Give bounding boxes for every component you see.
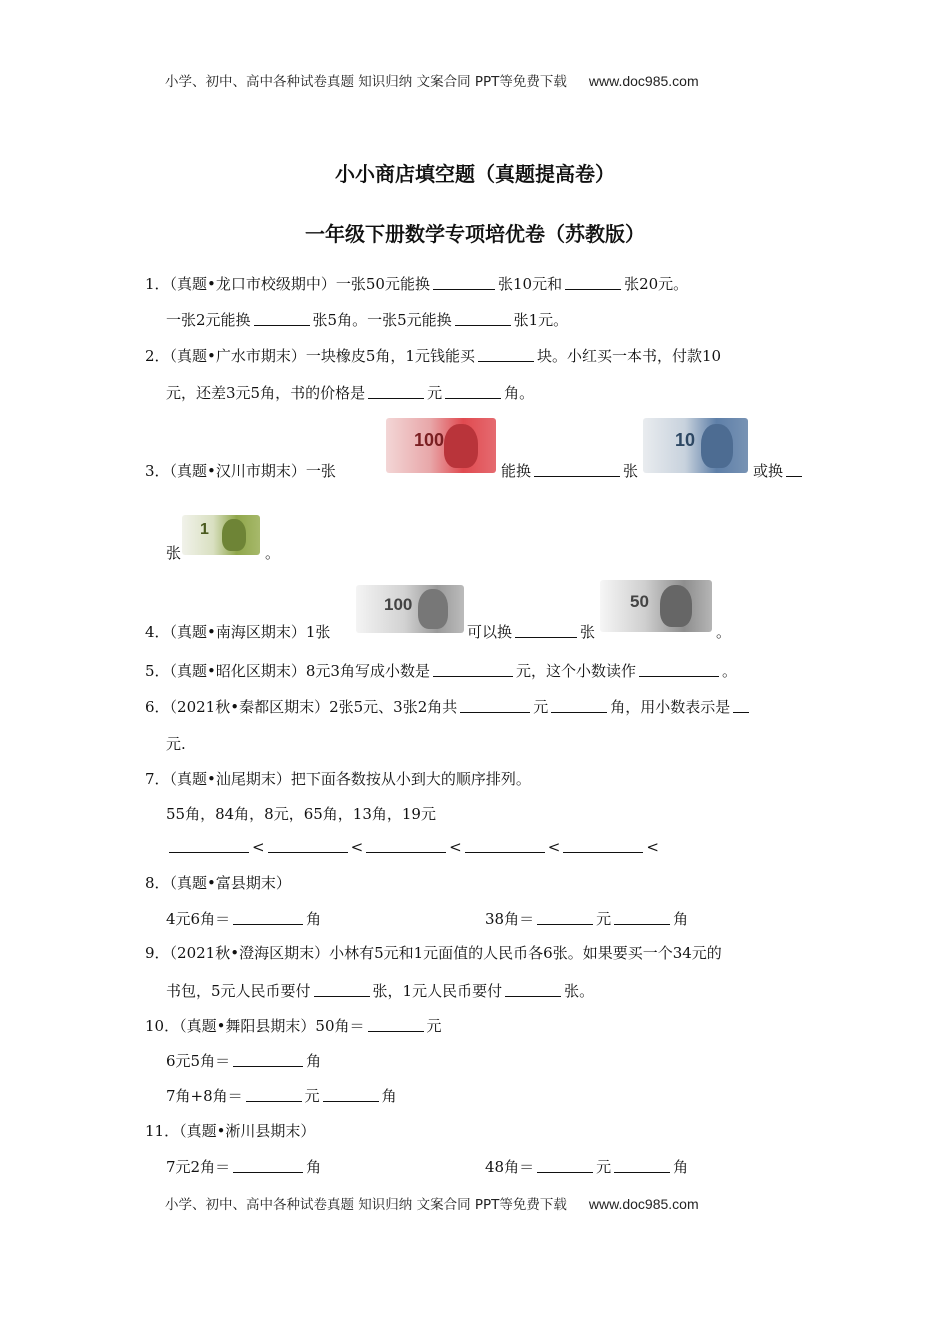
note-100-yuan-red [386,418,496,473]
note-100-yuan-gray [356,585,464,633]
q10-text-b: 元 [426,1017,442,1035]
portrait-icon [222,519,246,551]
question-10 [145,1015,442,1036]
question-3-line-1 [501,460,638,481]
q8-text-f: 角 [673,910,689,928]
less-than: < [547,838,561,856]
question-10-line-2 [166,1050,321,1071]
q7-blank-5[interactable] [563,838,643,853]
question-8-part-1 [166,908,321,929]
q7-blank-1[interactable] [169,838,249,853]
page-footer [165,1193,699,1213]
q5-text-c: 。 [722,662,738,680]
question-8-text-a: 8．（真题•富县期末） [145,874,291,892]
q9-text-d: 张。 [564,982,595,1000]
q11-blank-3[interactable] [614,1158,670,1173]
q2-blank-1[interactable] [478,347,534,362]
q2-text-a: 2．（真题•广水市期末）一块橡皮5角，1元钱能买 [145,347,475,365]
note-50-label: 50 [630,592,649,611]
q7-blank-2[interactable] [268,838,348,853]
q1-blank-2[interactable] [565,275,621,290]
q9-text-b: 书包，5元人民币要付 [166,982,311,1000]
question-11-part-1 [166,1156,321,1177]
q8-blank-2[interactable] [537,910,593,925]
question-3-text-a: 3．（真题•汉川市期末）一张 [145,462,336,480]
portrait-icon [444,424,478,468]
q6-text-c: 角，用小数表示是 [610,698,731,716]
question-7-numbers: 55角，84角，8元，65角，13角，19元 [166,805,436,823]
q4-blank-1[interactable] [515,623,577,638]
q11-text-b: 7元2角＝ [166,1158,231,1176]
q3-text-d: 或换 [753,462,784,480]
q8-text-d: 38角＝ [485,910,535,928]
q10-text-e: 7角+8角＝ [166,1087,243,1105]
q5-text-b: 元，这个小数读作 [515,662,636,680]
q2-text-d: 元 [427,384,443,402]
q10-text-c: 6元5角＝ [166,1052,231,1070]
q1-text-e: 张5角。一张5元能换 [312,311,452,329]
question-2-line-2 [166,382,534,403]
question-11-text-a: 11．（真题•淅川县期末） [145,1122,316,1140]
question-1-line-2 [166,309,568,330]
question-7-order-row [166,838,659,856]
footer-text: 小学、初中、高中各种试卷真题 知识归纳 文案合同 PPT等免费下载 [165,1197,567,1213]
q9-text-c: 张，1元人民币要付 [372,982,503,1000]
q2-text-e: 角。 [504,384,535,402]
q5-text-a: 5．（真题•昭化区期末）8元3角写成小数是 [145,662,430,680]
question-3-text-f: 。 [265,544,281,562]
q5-blank-1[interactable] [433,662,513,677]
q1-blank-3[interactable] [254,311,310,326]
note-1-label: 1 [200,521,209,538]
q1-blank-1[interactable] [433,275,495,290]
less-than: < [646,838,659,856]
q6-text-a: 6．（2021秋•秦都区期末）2张5元、3张2角共 [145,698,458,716]
portrait-icon [418,589,448,629]
question-6 [145,696,752,717]
q2-text-b: 块。小红买一本书，付款10 [536,347,722,365]
q9-blank-2[interactable] [505,982,561,997]
q6-blank-1[interactable] [460,698,530,713]
note-10-yuan-blue [643,418,748,473]
q11-blank-1[interactable] [233,1158,303,1173]
q8-blank-3[interactable] [614,910,670,925]
header-site[interactable]: www.doc985.com [588,73,699,89]
question-7-text-a: 7．（真题•汕尾期末）把下面各数按从小到大的顺序排列。 [145,770,531,788]
less-than: < [252,838,265,856]
note-1-yuan-green [182,515,260,555]
footer-site[interactable]: www.doc985.com [588,1196,699,1212]
q9-blank-1[interactable] [314,982,370,997]
q10-text-g: 角 [381,1087,397,1105]
q10-text-d: 角 [306,1052,322,1070]
q7-blank-4[interactable] [465,838,545,853]
question-3-text-e: 张 [166,544,182,562]
q2-blank-3[interactable] [445,384,501,399]
q1-text-b: 张10元和 [497,275,563,293]
q1-text-a: 1．（真题•龙口市校级期中）一张50元能换 [145,275,430,293]
q2-blank-2[interactable] [368,384,424,399]
note-10-label: 10 [675,430,696,450]
question-11-part-2 [485,1156,688,1177]
page-title: 小小商店填空题（真题提高卷） [335,162,615,186]
q10-text-a: 10．（真题•舞阳县期末）50角＝ [145,1017,365,1035]
note-100-label: 100 [414,430,445,450]
q8-text-e: 元 [596,910,612,928]
header-text: 小学、初中、高中各种试卷真题 知识归纳 文案合同 PPT等免费下载 [165,74,567,90]
q2-text-c: 元，还差3元5角，书的价格是 [166,384,366,402]
less-than: < [350,838,364,856]
portrait-icon [660,585,692,627]
q3-blank-1[interactable] [534,462,620,477]
q1-blank-4[interactable] [455,311,511,326]
question-2 [145,345,721,366]
q6-blank-2[interactable] [551,698,607,713]
note-50-yuan-gray [600,580,712,632]
q5-blank-2[interactable] [639,662,719,677]
question-4-text-a: 4．（真题•南海区期末）1张 [145,623,331,641]
q7-blank-3[interactable] [366,838,446,853]
q6-blank-3[interactable] [733,698,749,713]
q3-blank-2[interactable] [786,462,802,477]
question-8-part-2 [485,908,688,929]
q11-blank-2[interactable] [537,1158,593,1173]
q1-text-c: 张20元。 [624,275,689,293]
q6-text-b: 元 [533,698,549,716]
q10-blank-1[interactable] [368,1017,424,1032]
q10-text-f: 元 [304,1087,320,1105]
q11-text-f: 角 [673,1158,689,1176]
q3-text-b: 能换 [501,462,532,480]
question-1 [145,273,688,294]
q11-text-c: 角 [306,1158,322,1176]
q8-text-b: 4元6角＝ [166,910,231,928]
question-10-line-3 [166,1085,397,1106]
question-9-line-2 [166,980,594,1001]
q1-text-d: 一张2元能换 [166,311,251,329]
page-subtitle: 一年级下册数学专项培优卷（苏教版） [305,222,645,246]
q4-text-c: 张 [580,623,596,641]
page-header [165,70,699,90]
question-4-line [467,621,595,642]
question-6-text-d: 元. [166,735,186,753]
q10-blank-4[interactable] [323,1087,379,1102]
q1-text-f: 张1元。 [513,311,569,329]
q11-text-d: 48角＝ [485,1158,535,1176]
q10-blank-2[interactable] [233,1052,303,1067]
less-than: < [449,838,462,856]
q11-text-e: 元 [596,1158,612,1176]
q3-text-c: 张 [623,462,639,480]
portrait-icon [701,424,733,468]
question-3-line-1b [753,460,805,481]
question-5 [145,660,737,681]
q8-text-c: 角 [306,910,322,928]
note-100-gray-label: 100 [384,595,413,614]
q4-text-b: 可以换 [467,623,513,641]
q10-blank-3[interactable] [246,1087,302,1102]
question-9-text-a: 9．（2021秋•澄海区期末）小林有5元和1元面值的人民币各6张。如果要买一个34元的 [145,944,722,962]
question-4-text-d: 。 [716,623,732,641]
q8-blank-1[interactable] [233,910,303,925]
